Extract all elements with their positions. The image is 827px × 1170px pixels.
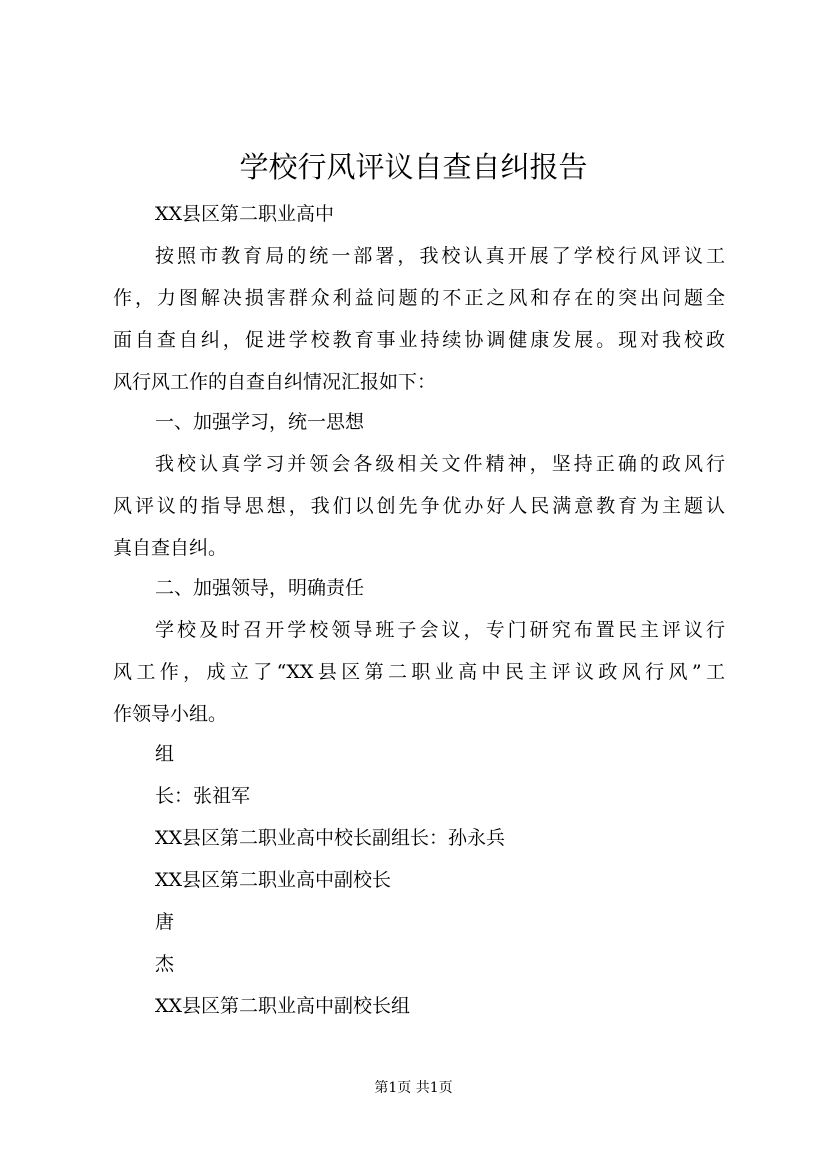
paragraph-2-line-1: 我校认真学习并领会各级相关文件精神，坚持正确的政风行 [155,453,725,475]
member-line-2: 长：张祖军 [155,785,251,807]
page-footer: 第1页 共1页 [374,1080,453,1096]
member-line-7: XX县区第二职业高中副校长组 [155,995,411,1017]
paragraph-2-line-3: 真自查自纠。 [113,537,228,559]
paragraph-1-line-1: 按照市教育局的统一部署，我校认真开展了学校行风评议工 [155,245,725,267]
paragraph-1-line-3: 面自查自纠，促进学校教育事业持续协调健康发展。现对我校政 [113,329,725,351]
paragraph-3-line-1: 学校及时召开学校领导班子会议，专门研究布置民主评议行 [155,619,725,641]
member-line-5: 唐 [155,911,175,933]
member-line-1: 组 [155,743,175,765]
page-title: 学校行风评议自查自纠报告 [239,150,588,184]
section-1-heading: 一、加强学习，统一思想 [155,411,365,433]
member-line-6: 杰 [155,953,175,975]
member-line-4: XX县区第二职业高中副校长 [155,869,392,891]
section-2-heading: 二、加强领导，明确责任 [155,577,365,599]
paragraph-1-line-2: 作，力图解决损害群众利益问题的不正之风和存在的突出问题全 [113,287,725,309]
paragraph-3-line-3: 作领导小组。 [113,703,228,725]
paragraph-2-line-2: 风评议的指导思想，我们以创先争优办好人民满意教育为主题认 [113,495,725,517]
member-line-3: XX县区第二职业高中校长副组长：孙永兵 [155,827,506,849]
paragraph-3-line-2: 风工作，成立了“XX县区第二职业高中民主评议政风行风”工 [113,661,725,683]
paragraph-1-line-4: 风行风工作的自查自纠情况汇报如下： [113,371,437,393]
school-name: XX县区第二职业高中 [155,203,335,225]
